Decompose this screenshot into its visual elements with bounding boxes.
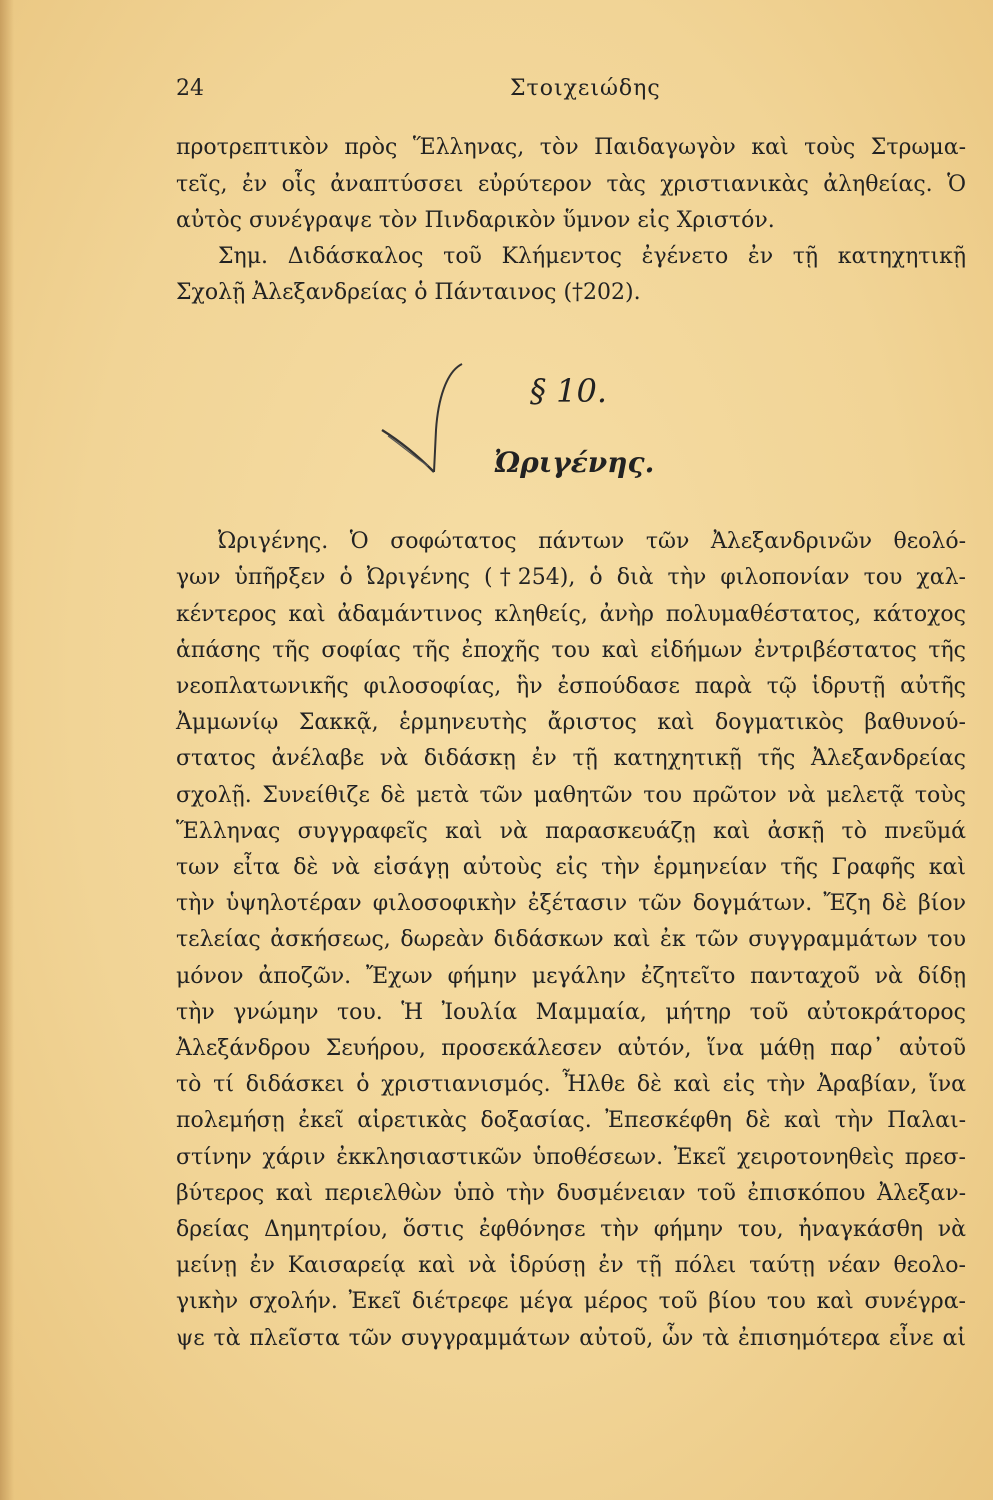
body-line: γων ὑπῆρξεν ὁ Ὠριγένης (†254), ὁ διὰ τὴν φιλοπονίαν του χαλ- — [176, 565, 966, 590]
body-line: των εἶτα δὲ νὰ εἰσάγῃ αὐτοὺς εἰς τὴν ἑρμηνείαν τῆς Γραφῆς καὶ — [176, 855, 966, 880]
body-line: γικὴν σχολήν. Ἐκεῖ διέτρεφε μέγα μέρος τοῦ βίου του καὶ συνέγρα- — [176, 1289, 966, 1314]
intro-line: αὐτὸς συνέγραψε τὸν Πινδαρικὸν ὕμνον εἰς Χριστόν. — [176, 208, 775, 233]
handwritten-check-mark — [376, 360, 466, 480]
section-number: § 10. — [530, 372, 608, 410]
running-head — [170, 76, 970, 106]
body-line: τὸ τί διδάσκει ὁ χριστιανισμός. Ἦλθε δὲ καὶ εἰς τὴν Ἀραβίαν, ἵνα — [176, 1072, 966, 1097]
body-line: πολεμήσῃ ἐκεῖ αἱρετικὰς δοξασίας. Ἐπεσκέφθη δὲ καὶ τὴν Παλαι- — [176, 1108, 966, 1133]
body-line: ἁπάσης τῆς σοφίας τῆς ἐποχῆς του καὶ εἰδήμων ἐντριβέστατος τῆς — [176, 638, 966, 663]
section-heading: Ὠριγένης. — [494, 446, 655, 479]
body-line: μόνον ἀποζῶν. Ἔχων φήμην μεγάλην ἐζητεῖτο πανταχοῦ νὰ δίδῃ — [176, 964, 966, 989]
body-line: ψε τὰ πλεῖστα τῶν συγγραμμάτων αὐτοῦ, ὧν τὰ ἐπισημότερα εἶνε αἱ — [176, 1326, 966, 1351]
running-title: Στοιχειώδης — [510, 76, 661, 101]
body-line: κέντερος καὶ ἀδαμάντινος κληθείς, ἀνὴρ πολυμαθέστατος, κάτοχος — [176, 602, 966, 627]
body-line: Ἀμμωνίῳ Σακκᾷ, ἑρμηνευτὴς ἄριστος καὶ δογματικὸς βαθυνού- — [176, 710, 966, 735]
body-line: σχολῇ. Συνείθιζε δὲ μετὰ τῶν μαθητῶν του πρῶτον νὰ μελετᾷ τοὺς — [176, 783, 966, 808]
body-line: δρείας Δημητρίου, ὅστις ἐφθόνησε τὴν φήμην του, ἠναγκάσθη νὰ — [176, 1217, 966, 1242]
intro-line: τεῖς, ἐν οἷς ἀναπτύσσει εὐρύτερον τὰς χριστιανικὰς ἀληθείας. Ὁ — [176, 172, 966, 197]
body-line: βύτερος καὶ περιελθὼν ὑπὸ τὴν δυσμένειαν τοῦ ἐπισκόπου Ἀλεξαν- — [176, 1181, 966, 1206]
note-line: Σχολῇ Ἀλεξανδρείας ὁ Πάνταινος (†202). — [176, 280, 641, 305]
page-number: 24 — [176, 76, 204, 101]
body-line: μείνῃ ἐν Καισαρείᾳ καὶ νὰ ἱδρύσῃ ἐν τῇ πόλει ταύτῃ νέαν θεολο- — [176, 1253, 966, 1278]
body-line: τὴν ὑψηλοτέραν φιλοσοφικὴν ἐξέτασιν τῶν δογμάτων. Ἔζη δὲ βίον — [176, 891, 966, 916]
body-line: Ἀλεξάνδρου Σευήρου, προσεκάλεσεν αὐτόν, ἵνα μάθῃ παρ᾽ αὐτοῦ — [176, 1036, 966, 1061]
body-line: Ὠριγένης. Ὁ σοφώτατος πάντων τῶν Ἀλεξανδρινῶν θεολό- — [218, 529, 966, 554]
note-line: Σημ. Διδάσκαλος τοῦ Κλήμεντος ἐγένετο ἐν τῇ κατηχητικῇ — [218, 244, 966, 269]
body-line: στίνην χάριν ἐκκλησιαστικῶν ὑποθέσεων. Ἐκεῖ χειροτονηθεὶς πρεσ- — [176, 1145, 966, 1170]
body-line: Ἕλληνας συγγραφεῖς καὶ νὰ παρασκευάζῃ καὶ ἀσκῇ τὸ πνεῦμά — [176, 819, 966, 844]
intro-line: προτρεπτικὸν πρὸς Ἕλληνας, τὸν Παιδαγωγὸν καὶ τοὺς Στρωμα- — [176, 135, 966, 160]
body-line: τὴν γνώμην του. Ἡ Ἰουλία Μαμμαία, μήτηρ τοῦ αὐτοκράτορος — [176, 1000, 966, 1025]
body-line: τελείας ἀσκήσεως, δωρεὰν διδάσκων καὶ ἐκ τῶν συγγραμμάτων του — [176, 927, 966, 952]
body-line: στατος ἀνέλαβε νὰ διδάσκῃ ἐν τῇ κατηχητικῇ τῆς Ἀλεξανδρείας — [176, 746, 966, 771]
page-edge-shadow — [0, 0, 14, 1500]
body-line: νεοπλατωνικῆς φιλοσοφίας, ἣν ἐσπούδασε παρὰ τῷ ἱδρυτῇ αὐτῆς — [176, 674, 966, 699]
